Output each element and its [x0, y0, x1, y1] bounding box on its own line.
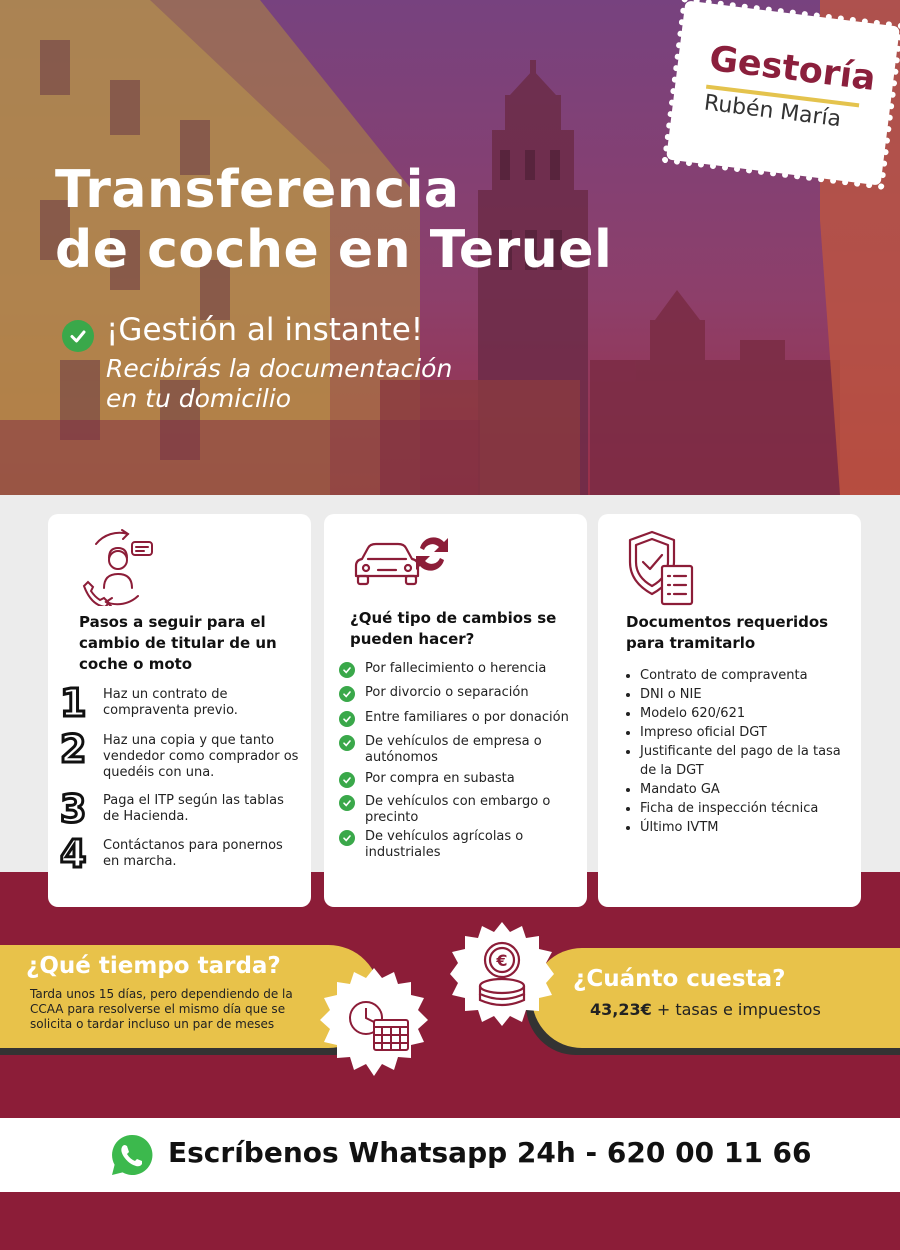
whatsapp-icon[interactable]: [110, 1133, 154, 1177]
cost-suffix: + tasas e impuestos: [651, 1000, 821, 1019]
card-documents-title: [626, 612, 828, 654]
car-exchange-icon: [348, 526, 448, 598]
step-text: [103, 793, 284, 825]
step-text: [103, 687, 238, 719]
card-changes-title-line: pueden hacer?: [350, 630, 475, 648]
hero-subtitle: ¡Gestión al instante!: [106, 312, 424, 348]
change-item-line: Entre familiares o por donación: [365, 710, 569, 725]
change-item-line: De vehículos agrícolas o: [365, 829, 524, 844]
step-text: [103, 838, 283, 870]
step-number: 2: [60, 727, 87, 771]
check-circle-icon: [339, 772, 355, 788]
cost-text: [590, 1000, 821, 1019]
step-text: [103, 733, 298, 781]
change-item-text: [365, 710, 569, 726]
check-circle-icon: [339, 662, 355, 678]
time-title: ¿Qué tiempo tarda?: [26, 953, 281, 979]
card-documents-title-line: para tramitarlo: [626, 634, 756, 652]
time-text: Tarda unos 15 días, pero dependiendo de la CCAA para resolverse el mismo día que se solicita o tardar incluso un par de meses: [30, 987, 293, 1031]
document-item: • Último IVTM: [640, 818, 850, 837]
hero-italic-line-2: en tu domicilio: [106, 384, 292, 413]
step-text-line: Contáctanos para ponernos: [103, 838, 283, 853]
change-item-text: [365, 734, 542, 766]
cost-panel: [532, 948, 900, 1048]
change-item-text: [365, 661, 546, 677]
card-changes-title-line: ¿Qué tipo de cambios se: [350, 609, 557, 627]
card-steps-title: [79, 612, 277, 675]
change-item-line: Por fallecimiento o herencia: [365, 661, 547, 676]
check-circle-icon: [339, 735, 355, 751]
document-item: • Impreso oficial DGT: [640, 723, 850, 742]
card-changes-title: [350, 608, 556, 650]
change-item-text: [365, 829, 523, 861]
hero-italic-text: [106, 354, 452, 414]
change-item-line: Por divorcio o separación: [365, 685, 529, 700]
check-circle-icon: [339, 795, 355, 811]
step-text-line: quedéis con una.: [103, 765, 215, 780]
change-item-line: De vehículos de empresa o: [365, 734, 542, 749]
document-item: • Modelo 620/621: [640, 704, 850, 723]
hero-banner: [0, 0, 900, 495]
card-steps-title-line: Pasos a seguir para el: [79, 613, 266, 631]
document-item: • Contrato de compraventa: [640, 666, 850, 685]
change-item-line: autónomos: [365, 750, 438, 765]
brand-stamp-logo: [672, 6, 895, 180]
call-center-agent-icon: [78, 526, 160, 606]
clock-calendar-icon: [318, 966, 430, 1078]
change-item-line: De vehículos con embargo o: [365, 794, 551, 809]
step-text-line: Haz un contrato de: [103, 687, 228, 702]
step-number: 3: [60, 787, 87, 831]
change-item-line: Por compra en subasta: [365, 771, 515, 786]
document-item: • DNI o NIE: [640, 685, 850, 704]
shield-document-icon: [626, 528, 698, 608]
change-item-text: [365, 685, 529, 701]
hero-title-line-2: de coche en Teruel: [55, 220, 613, 280]
brand-name-line-2: Rubén María: [702, 90, 843, 133]
card-documents-title-line: Documentos requeridos: [626, 613, 829, 631]
euro-coins-icon: [448, 920, 556, 1028]
card-changes: [324, 514, 587, 907]
change-item-text: [365, 794, 550, 826]
step-text-line: compraventa previo.: [103, 703, 238, 718]
cost-price: 43,23€: [590, 1000, 652, 1019]
svg-text:€: €: [496, 951, 508, 970]
step-number: 4: [60, 832, 87, 876]
card-documents: [598, 514, 861, 907]
card-steps-title-line: coche o moto: [79, 655, 193, 673]
card-steps: [48, 514, 311, 907]
change-item-line: industriales: [365, 845, 441, 860]
step-text-line: de Hacienda.: [103, 809, 189, 824]
whatsapp-cta-text[interactable]: Escríbenos Whatsapp 24h - 620 00 11 66: [168, 1136, 812, 1169]
cost-title: ¿Cuánto cuesta?: [573, 966, 786, 992]
step-text-line: Haz una copia y que tanto: [103, 733, 275, 748]
check-circle-icon: [339, 830, 355, 846]
document-item: • Ficha de inspección técnica: [640, 799, 850, 818]
check-circle-icon: [339, 686, 355, 702]
document-item: • Mandato GA: [640, 780, 850, 799]
check-circle-icon: [339, 711, 355, 727]
change-item-text: [365, 771, 515, 787]
hero-title: [55, 160, 612, 280]
hero-title-line-1: Transferencia: [55, 160, 460, 220]
step-text-line: en marcha.: [103, 854, 177, 869]
step-number: 1: [60, 681, 87, 725]
card-steps-title-line: cambio de titular de un: [79, 634, 277, 652]
documents-list: [640, 666, 850, 837]
step-text-line: vendedor como comprador os: [103, 749, 299, 764]
step-text-line: Paga el ITP según las tablas: [103, 793, 284, 808]
document-item: • Justificante del pago de la tasa de la DGT: [640, 742, 850, 780]
hero-italic-line-1: Recibirás la documentación: [106, 354, 453, 383]
check-circle-icon: [62, 320, 94, 352]
change-item-line: precinto: [365, 810, 419, 825]
brand-name-line-1: Gestoría: [707, 38, 878, 99]
